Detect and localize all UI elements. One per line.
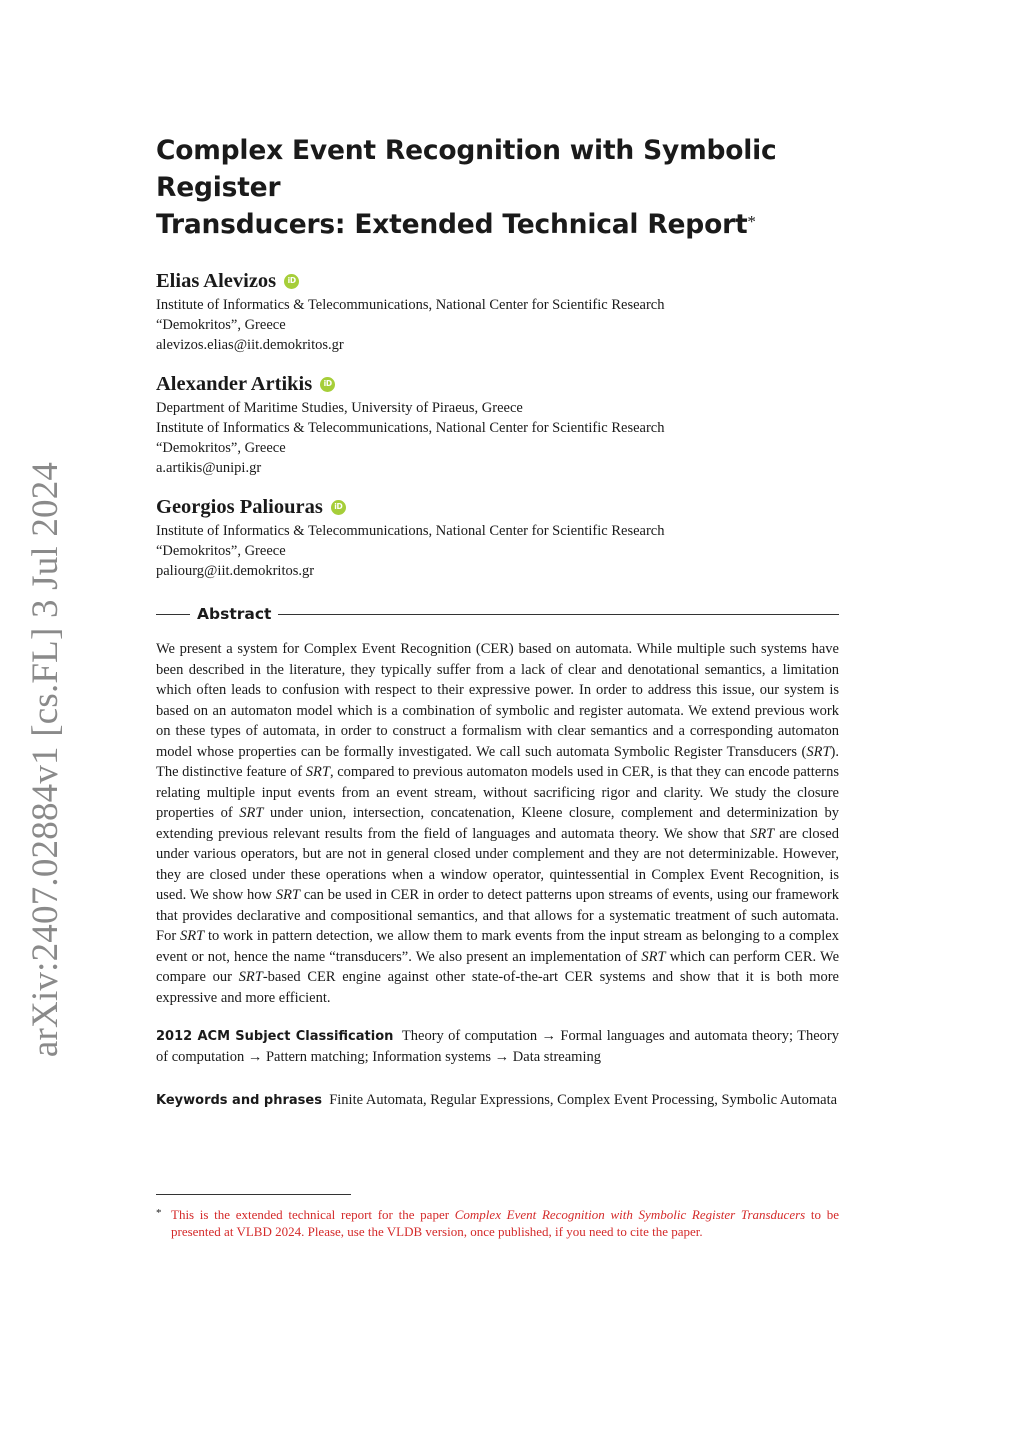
acm-classification: [156, 1026, 839, 1068]
keywords-label: Keywords and phrases: [156, 1093, 322, 1108]
author-name: Elias Alevizos iD: [156, 267, 839, 295]
abstract-rule-right: [278, 614, 839, 615]
abstract-heading: [156, 605, 839, 623]
title-line-2: Transducers: Extended Technical Report: [156, 209, 748, 240]
footnote-paper-title-link[interactable]: Complex Event Recognition with Symbolic Register Transducers: [454, 1207, 806, 1222]
orcid-icon[interactable]: iD: [284, 274, 299, 289]
arxiv-identifier: arXiv:2407.02884v1 [cs.FL] 3 Jul 2024: [25, 461, 67, 1057]
footnote-rule: [156, 1194, 351, 1195]
author-affiliation: Institute of Informatics & Telecommunications, National Center for Scientific Research: [156, 523, 665, 539]
arxiv-stamp: [16, 461, 76, 1057]
paper-title: [156, 132, 839, 243]
author-affiliation: Department of Maritime Studies, University of Piraeus, Greece: [156, 400, 523, 416]
author-name: Georgios Paliouras iD: [156, 493, 839, 521]
footnote: [156, 1207, 839, 1240]
author-email: a.artikis@unipi.gr: [156, 460, 262, 476]
author-affiliation: “Demokritos”, Greece: [156, 440, 286, 456]
author-block: [156, 493, 839, 581]
author-email: paliourg@iit.demokritos.gr: [156, 563, 315, 579]
acm-label: 2012 ACM Subject Classification: [156, 1029, 394, 1044]
author-block: [156, 370, 839, 478]
author-affiliation: Institute of Informatics & Telecommunications, National Center for Scientific Research: [156, 420, 665, 436]
footnote-text: This is the extended technical report for the paper Complex Event Recognition with Symbolic Register Transducers to be presented at VLBD 2024. Please, use the VLDB version, once published, if you need to cite the paper.: [171, 1207, 840, 1239]
author-affiliation: Institute of Informatics & Telecommunications, National Center for Scientific Research: [156, 297, 665, 313]
title-footnote-mark: *: [747, 212, 756, 231]
keywords: [156, 1089, 839, 1112]
footnote-mark: *: [156, 1207, 162, 1219]
keywords-text: Finite Automata, Regular Expressions, Complex Event Processing, Symbolic Automata: [329, 1092, 838, 1108]
orcid-icon[interactable]: iD: [320, 377, 335, 392]
paper-content: [156, 132, 839, 1112]
author-email: alevizos.elias@iit.demokritos.gr: [156, 337, 344, 353]
acm-text: Theory of computation → Formal languages and automata theory; Theory of computation → Pattern matching; Information systems → Data streaming: [156, 1028, 839, 1065]
title-line-1: Complex Event Recognition with Symbolic Register: [156, 135, 777, 203]
author-affiliation: “Demokritos”, Greece: [156, 543, 286, 559]
author-name: Alexander Artikis iD: [156, 370, 839, 398]
author-block: [156, 267, 839, 355]
author-affiliation: “Demokritos”, Greece: [156, 317, 286, 333]
abstract-label: Abstract: [197, 605, 272, 623]
orcid-icon[interactable]: iD: [331, 500, 346, 515]
abstract-text: We present a system for Complex Event Recognition (CER) based on automata. While multiple such systems have been described in the literature, they typically suffer from a lack of clear and denotational semantics, a limitation which often leads to confusion with respect to their expressive power. In order to address this issue, our system is based on an automaton model which is a combination of symbolic and register automata. We extend previous work on these types of automata, in order to construct a formalism with clear semantics and a corresponding automaton model whose properties can be formally investigated. We call such automata Symbolic Register Transducers (SRT). The distinctive feature of SRT, compared to previous automaton models used in CER, is that they can encode patterns relating multiple input events from an event stream, without sacrificing rigor and clarity. We study the closure properties of SRT under union, intersection, concatenation, Kleene closure, complement and determinization by extending previous relevant results from the field of languages and automata theory. We show that SRT are closed under various operators, but are not in general closed under complement and they are not determinizable. However, they are closed under these operations when a window operator, quintessential in Complex Event Recognition, is used. We show how SRT can be used in CER in order to detect patterns upon streams of events, using our framework that provides declarative and compositional semantics, and that allows for a systematic treatment of such automata. For SRT to work in pattern detection, we allow them to mark events from the input stream as belonging to a complex event or not, hence the name “transducers”. We also present an implementation of SRT which can perform CER. We compare our SRT-based CER engine against other state-of-the-art CER systems and show that it is both more expressive and more efficient.: [156, 641, 840, 1006]
abstract-rule-left: [156, 614, 190, 615]
